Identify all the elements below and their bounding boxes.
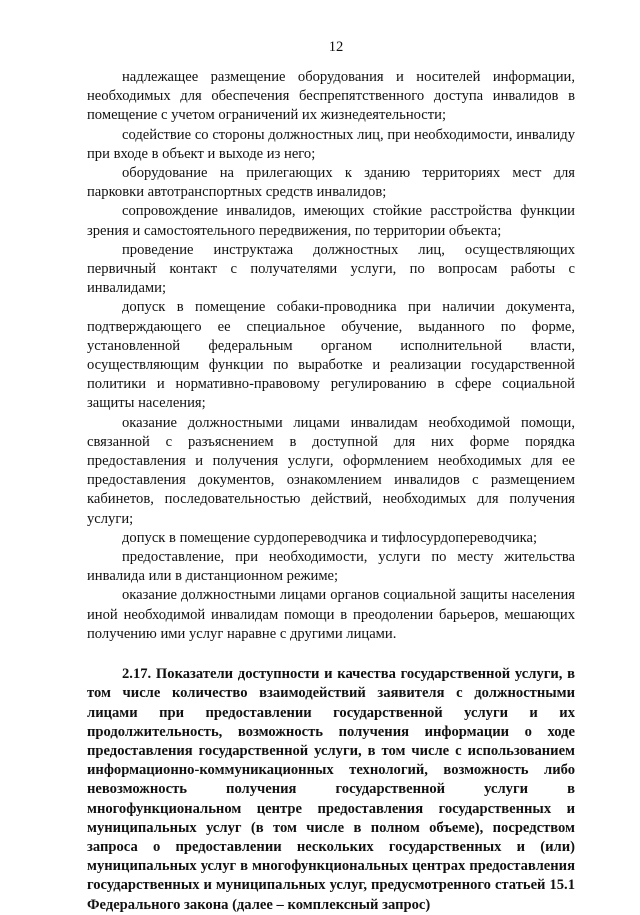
paragraph-other-help: оказание должностными лицами органов социальной защиты населения иной необходимой инвалидам помощи в преодолении барьеров, мешающих получению ими услуг наравне с другими лицами. [87,587,575,642]
paragraph-sign-interpreter: допуск в помещение сурдопереводчика и тифлосурдопереводчика; [122,529,538,546]
paragraph-necessary-help: оказание должностными лицами инвалидам необходимой помощи, связанной с разъяснением в доступной для них форме порядка предоставления и получения услуги, оформлением необходимых для ее предоставления документов, ознакомлением инвалидов с размещением кабинетов, последовательностью действий, необходимых для получения услуги; [87,414,575,527]
section-heading-2-17: 2.17. Показатели доступности и качества государственной услуги, в том числе количество взаимодействий заявителя с должностными лицами при предоставлении государственной услуги и их продолжительность, возможность получения информации о ходе предоставления государственной услуги, в том числе с использованием информационно-коммуникационных технологий, возможность либо невозможность получения государственной услуги в многофункциональном центре предоставления государственных и муниципальных услуг (в том числе в полном объеме), посредством запроса о предоставлении нескольких государственных и (или) муниципальных услуг в многофункциональных центрах предоставления государственных и муниципальных услуг, предусмотренного статьей 15.1 Федерального закона (далее – комплексный запрос) [87,666,575,913]
paragraph-official-assistance: содействие со стороны должностных лиц, при необходимости, инвалиду при входе в объект и выходе из него; [87,126,575,162]
paragraph-remote-service: предоставление, при необходимости, услуги по месту жительства инвалида или в дистанционном режиме; [87,549,575,585]
paragraph-equipment-placement: надлежащее размещение оборудования и носителей информации, необходимых для обеспечения беспрепятственного доступа инвалидов в помещение с учетом ограничений их жизнедеятельности; [87,69,575,124]
page-number: 12 [328,39,344,55]
paragraph-escort: сопровождение инвалидов, имеющих стойкие расстройства функции зрения и самостоятельного передвижения, по территории объекта; [87,203,575,239]
paragraph-parking: оборудование на прилегающих к зданию территориях мест для парковки автотранспортных средств инвалидов; [87,165,575,201]
paragraph-briefing: проведение инструктажа должностных лиц, осуществляющих первичный контакт с получателями услуги, по вопросам работы с инвалидами; [87,241,575,297]
paragraph-guide-dog: допуск в помещение собаки-проводника при наличии документа, подтверждающего ее специальное обучение, выданного по форме, установленной федеральным органом исполнительной власти, осуществляющим функции по выработке и реализации государственной политики и нормативно-правовому регулированию в сфере социальной защиты населения; [87,299,575,412]
